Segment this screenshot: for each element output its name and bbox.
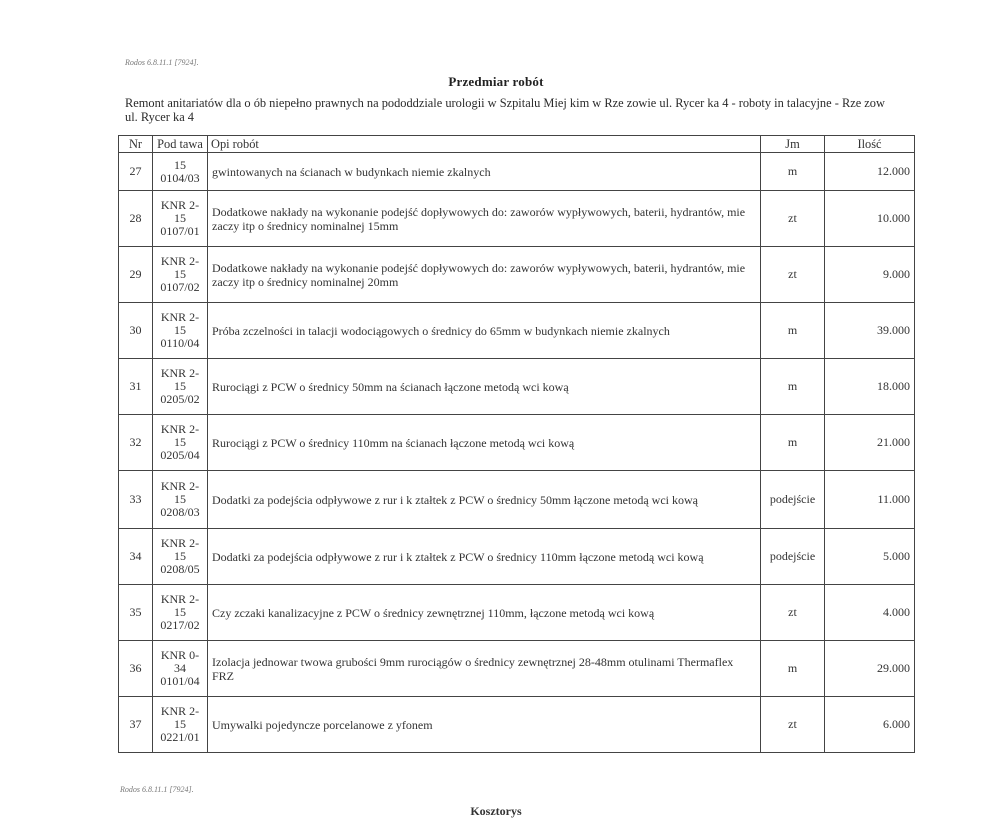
software-version-footer: Rodos 6.8.11.1 [7924]. [120, 785, 194, 794]
row-unit: m [761, 641, 825, 697]
row-basis [153, 697, 208, 753]
row-description: Rurociągi z PCW o średnicy 110mm na ścianach łączone metodą wci kową [208, 415, 761, 471]
row-description: Próba zczelności in talacji wodociągowych o średnicy do 65mm w budynkach niemie zkalnych [208, 303, 761, 359]
basis-line: 0107/02 [160, 280, 200, 294]
bill-of-quantities-table [118, 135, 915, 753]
table-row [119, 191, 915, 247]
row-basis [153, 153, 208, 191]
basis-line: 15 [174, 492, 186, 506]
row-description: Czy zczaki kanalizacyjne z PCW o średnicy zewnętrznej 110mm, łączone metodą wci kową [208, 585, 761, 641]
column-header-nr: Nr [119, 136, 153, 153]
row-unit: m [761, 359, 825, 415]
basis-line: 0101/04 [160, 674, 200, 688]
row-description: Dodatkowe nakłady na wykonanie podejść dopływowych do: zaworów wypływowych, baterii, hydrantów, mie zaczy itp o średnicy nominalnej 20mm [208, 247, 761, 303]
basis-line: KNR 2- [160, 422, 200, 436]
row-number: 31 [119, 359, 153, 415]
table-header-row [119, 136, 915, 153]
row-basis [153, 191, 208, 247]
table-row [119, 359, 915, 415]
basis-line: KNR 2- [160, 704, 200, 718]
basis-line: 0205/04 [160, 448, 200, 462]
table-row [119, 247, 915, 303]
row-description: Izolacja jednowar twowa grubości 9mm rurociągów o średnicy zewnętrznej 28-48mm otulinami Thermaflex FRZ [208, 641, 761, 697]
column-header-basis: Pod tawa [153, 136, 208, 153]
table-row [119, 585, 915, 641]
basis-line: 0208/03 [160, 505, 200, 519]
basis-line: KNR 2- [160, 254, 200, 268]
row-number: 37 [119, 697, 153, 753]
row-number: 35 [119, 585, 153, 641]
software-version-header: Rodos 6.8.11.1 [7924]. [125, 58, 199, 67]
row-unit: m [761, 153, 825, 191]
row-unit: m [761, 415, 825, 471]
row-number: 34 [119, 529, 153, 585]
table-row [119, 415, 915, 471]
row-quantity: 4.000 [825, 585, 915, 641]
row-number: 27 [119, 153, 153, 191]
basis-line: 34 [174, 661, 186, 675]
basis-line: KNR 2- [160, 592, 200, 606]
basis-line: 0208/05 [160, 562, 200, 576]
table-row [119, 303, 915, 359]
row-number: 29 [119, 247, 153, 303]
row-number: 32 [119, 415, 153, 471]
basis-line: 0104/03 [160, 170, 200, 185]
basis-line: 0107/01 [160, 224, 200, 238]
basis-line: 15 [174, 157, 186, 172]
document-subtitle: Remont anitariatów dla o ób niepełno prawnych na pododdziale urologii w Szpitalu Miej kim w Rze zowie ul. Rycer ka 4 - roboty in talacyjne - Rze zow ul. Rycer ka 4 [125, 96, 885, 124]
row-quantity: 29.000 [825, 641, 915, 697]
row-unit: zt [761, 247, 825, 303]
row-description: Umywalki pojedyncze porcelanowe z yfonem [208, 697, 761, 753]
table-row [119, 471, 915, 529]
row-basis [153, 415, 208, 471]
row-basis [153, 303, 208, 359]
basis-line: KNR 2- [160, 310, 200, 324]
basis-line: 15 [174, 435, 186, 449]
row-unit: podejście [761, 471, 825, 529]
table-row [119, 697, 915, 753]
column-header-quantity: Ilość [825, 136, 915, 153]
basis-line: KNR 2- [160, 479, 200, 493]
row-description: Dodatki za podejścia odpływowe z rur i k ztałtek z PCW o średnicy 110mm łączone metodą wci kową [208, 529, 761, 585]
basis-line: 15 [174, 267, 186, 281]
row-quantity: 21.000 [825, 415, 915, 471]
row-basis [153, 247, 208, 303]
basis-line: KNR 0- [160, 648, 200, 662]
document-title: Przedmiar robót [448, 74, 544, 89]
column-header-unit: Jm [761, 136, 825, 153]
row-basis [153, 359, 208, 415]
row-basis [153, 529, 208, 585]
row-number: 30 [119, 303, 153, 359]
table-row [119, 153, 915, 191]
basis-line: KNR 2- [160, 536, 200, 550]
table-row [119, 641, 915, 697]
basis-line: 0221/01 [160, 730, 200, 744]
row-description: Rurociągi z PCW o średnicy 50mm na ścianach łączone metodą wci kową [208, 359, 761, 415]
row-basis [153, 585, 208, 641]
row-unit: zt [761, 191, 825, 247]
row-description: Dodatki za podejścia odpływowe z rur i k ztałtek z PCW o średnicy 50mm łączone metodą wci kową [208, 471, 761, 529]
basis-line: 15 [174, 717, 186, 731]
basis-line: 15 [174, 323, 186, 337]
basis-line: 15 [174, 211, 186, 225]
basis-line: 15 [174, 549, 186, 563]
row-quantity: 12.000 [825, 153, 915, 191]
row-unit: podejście [761, 529, 825, 585]
row-description: gwintowanych na ścianach w budynkach niemie zkalnych [208, 153, 761, 191]
next-page-title: Kosztorys [470, 804, 522, 818]
row-quantity: 18.000 [825, 359, 915, 415]
basis-line: KNR 2- [160, 198, 200, 212]
row-basis [153, 471, 208, 529]
row-basis [153, 641, 208, 697]
row-number: 33 [119, 471, 153, 529]
row-quantity: 9.000 [825, 247, 915, 303]
row-quantity: 39.000 [825, 303, 915, 359]
basis-line: 0110/04 [160, 336, 200, 350]
row-quantity: 10.000 [825, 191, 915, 247]
basis-line: 0217/02 [160, 618, 200, 632]
column-header-description: Opi robót [208, 136, 761, 153]
basis-line: KNR 2- [160, 366, 200, 380]
row-description: Dodatkowe nakłady na wykonanie podejść dopływowych do: zaworów wypływowych, baterii, hydrantów, mie zaczy itp o średnicy nominalnej 15mm [208, 191, 761, 247]
table-row [119, 529, 915, 585]
basis-line: 15 [174, 379, 186, 393]
row-quantity: 5.000 [825, 529, 915, 585]
basis-line: 15 [174, 605, 186, 619]
row-unit: zt [761, 585, 825, 641]
basis-line: 0205/02 [160, 392, 200, 406]
row-unit: zt [761, 697, 825, 753]
row-quantity: 6.000 [825, 697, 915, 753]
row-quantity: 11.000 [825, 471, 915, 529]
row-number: 28 [119, 191, 153, 247]
row-unit: m [761, 303, 825, 359]
row-number: 36 [119, 641, 153, 697]
